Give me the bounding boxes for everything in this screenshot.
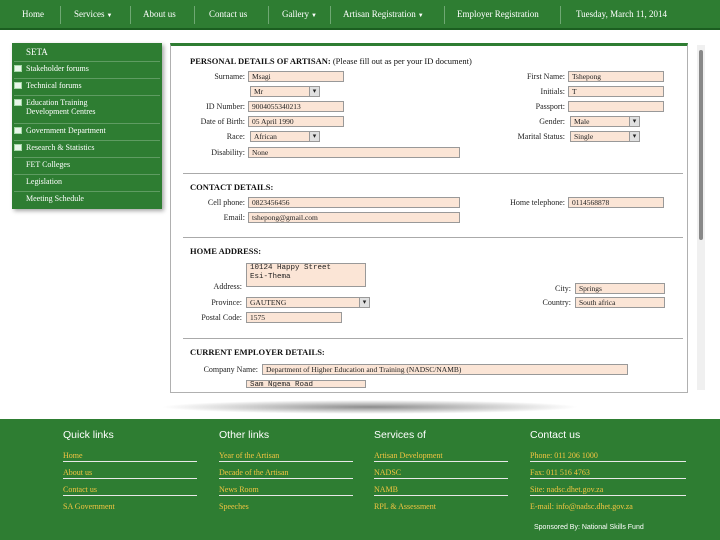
footer-link[interactable]: NAMB (374, 485, 508, 496)
nav-separator (194, 6, 195, 24)
footer-heading-quick-links: Quick links (63, 429, 114, 441)
footer-heading-contact-us: Contact us (530, 429, 581, 441)
sidebar (12, 43, 162, 209)
nav-artisan-registration-label: Artisan Registration (343, 9, 416, 19)
footer-heading-services: Services of (374, 429, 426, 441)
dob-field[interactable]: 05 April 1990 (248, 116, 344, 127)
footer-link[interactable]: E-mail: info@nadsc.dhet.gov.za (530, 502, 633, 511)
sidebar-item-fet-colleges[interactable] (14, 157, 160, 169)
sidebar-item-meeting-schedule[interactable] (14, 191, 160, 203)
employer-details-heading: CURRENT EMPLOYER DETAILS: (190, 347, 325, 357)
surname-field[interactable]: Msagi (248, 71, 344, 82)
footer-link[interactable]: Home (63, 451, 197, 462)
id-number-label: ID Number: (206, 102, 245, 111)
footer-link[interactable]: Contact us (63, 485, 197, 496)
nav-separator (268, 6, 269, 24)
nav-services[interactable] (74, 9, 112, 19)
country-field[interactable]: South africa (575, 297, 665, 308)
footer-link[interactable]: About us (63, 468, 197, 479)
footer-link[interactable]: SA Government (63, 502, 115, 511)
initials-field[interactable]: T (568, 86, 664, 97)
footer-link[interactable]: Phone: 011 206 1000 (530, 451, 686, 462)
address-textarea[interactable] (246, 263, 366, 287)
sidebar-item-label: Research & Statistics (26, 143, 95, 152)
email-label: Email: (223, 213, 245, 222)
nav-gallery[interactable] (282, 9, 317, 19)
document-icon (14, 65, 22, 72)
sidebar-title: SETA (26, 47, 48, 57)
nav-about-us[interactable]: About us (143, 9, 176, 19)
nav-separator (444, 6, 445, 24)
sidebar-item-label: FET Colleges (26, 160, 71, 169)
initials-label: Initials: (540, 87, 565, 96)
street-address-field[interactable]: Sam Ngema Road (246, 380, 366, 388)
document-icon (14, 144, 22, 151)
nav-gallery-label: Gallery (282, 9, 309, 19)
sponsor-text: Sponsored By: National Skills Fund (534, 524, 644, 531)
sidebar-item-label: Stakeholder forums (26, 64, 89, 73)
nav-separator (130, 6, 131, 24)
id-number-field[interactable]: 9004055340213 (248, 101, 344, 112)
nav-date: Tuesday, March 11, 2014 (576, 9, 667, 19)
nav-employer-registration[interactable]: Employer Registration (457, 9, 539, 19)
footer-link[interactable]: NADSC (374, 468, 508, 479)
sidebar-item-label: Government Department (26, 126, 106, 135)
surname-label: Surname: (214, 72, 245, 81)
first-name-field[interactable]: Tshepong (568, 71, 664, 82)
nav-separator (60, 6, 61, 24)
footer-link[interactable]: Fax: 011 516 4763 (530, 468, 686, 479)
email-field[interactable]: tshepong@gmail.com (248, 212, 460, 223)
top-navigation (0, 0, 720, 30)
company-name-field[interactable]: Department of Higher Education and Training (NADSC/NAMB) (262, 364, 628, 375)
document-icon (14, 127, 22, 134)
sidebar-item-label: Education Training (26, 98, 88, 107)
first-name-label: First Name: (527, 72, 565, 81)
dob-label: Date of Birth: (200, 117, 245, 126)
footer-link[interactable]: Year of the Artisan (219, 451, 353, 462)
marital-status-select[interactable]: Single ▾ (570, 131, 640, 142)
home-telephone-label: Home telephone: (510, 198, 565, 207)
sidebar-item-label: Meeting Schedule (26, 194, 84, 203)
nav-services-label: Services (74, 9, 105, 19)
gender-select[interactable]: Male ▾ (570, 116, 640, 127)
address-line-1: 10124 Happy Street (250, 264, 332, 272)
footer-heading-other-links: Other links (219, 429, 270, 441)
chevron-down-icon: ▼ (106, 13, 113, 19)
document-icon (14, 99, 22, 106)
footer-link[interactable]: News Room (219, 485, 353, 496)
footer-link[interactable]: Artisan Development (374, 451, 508, 462)
form-scrollbar-thumb[interactable] (699, 50, 703, 240)
panel-shadow (160, 400, 580, 414)
sidebar-item-stakeholder-forums[interactable] (14, 61, 160, 73)
section-divider (183, 338, 683, 339)
nav-contact-us[interactable]: Contact us (209, 9, 248, 19)
chevron-down-icon: ▼ (311, 13, 317, 19)
race-select[interactable]: African ▾ (250, 131, 320, 142)
disability-label: Disability: (211, 148, 245, 157)
section-divider (183, 173, 683, 174)
cell-phone-field[interactable]: 0823456456 (248, 197, 460, 208)
footer-link[interactable]: RPL & Assessment (374, 502, 436, 511)
address-label: Address: (213, 282, 242, 291)
personal-details-note: (Please fill out as per your ID document) (332, 56, 472, 66)
nav-separator (330, 6, 331, 24)
nav-artisan-registration[interactable] (343, 9, 424, 19)
footer-link[interactable]: Speeches (219, 502, 249, 511)
address-line-2: Esi-Thema (250, 273, 291, 281)
disability-field[interactable]: None (248, 147, 460, 158)
nav-separator (560, 6, 561, 24)
company-name-label: Company Name: (203, 365, 258, 374)
marital-status-label: Marital Status: (517, 132, 565, 141)
nav-home[interactable]: Home (22, 9, 44, 19)
sidebar-item-label: Legislation (26, 177, 62, 186)
footer-link[interactable]: Decade of the Artisan (219, 468, 353, 479)
passport-label: Passport: (535, 102, 565, 111)
sidebar-item-sublabel: Development Centres (26, 107, 96, 116)
sidebar-item-education-training[interactable] (14, 95, 160, 116)
title-select[interactable]: Mr ▾ (250, 86, 320, 97)
city-label: City: (554, 284, 571, 293)
province-select[interactable]: GAUTENG ▾ (246, 297, 370, 308)
sidebar-item-label: Technical forums (26, 81, 82, 90)
sidebar-item-technical-forums[interactable] (14, 78, 160, 90)
home-telephone-field[interactable]: 0114568878 (568, 197, 664, 208)
sidebar-item-legislation[interactable] (14, 174, 160, 186)
personal-details-heading (190, 56, 472, 66)
city-field[interactable]: Springs (575, 283, 665, 294)
passport-field[interactable] (568, 101, 664, 112)
race-label: Race: (226, 132, 245, 141)
gender-label: Gender: (539, 117, 565, 126)
footer-link[interactable]: Site: nadsc.dhet.gov.za (530, 485, 686, 496)
sidebar-item-government-department[interactable] (14, 123, 160, 135)
province-label: Province: (211, 298, 242, 307)
contact-details-heading: CONTACT DETAILS: (190, 182, 274, 192)
section-divider (183, 237, 683, 238)
document-icon (14, 82, 22, 89)
personal-details-title: PERSONAL DETAILS OF ARTISAN: (190, 56, 331, 66)
home-address-heading: HOME ADDRESS: (190, 246, 262, 256)
cell-phone-label: Cell phone: (207, 198, 245, 207)
country-label: Country: (542, 298, 571, 307)
chevron-down-icon: ▼ (417, 13, 424, 19)
postal-code-field[interactable]: 1575 (246, 312, 342, 323)
sidebar-item-research-statistics[interactable] (14, 140, 160, 152)
postal-code-label: Postal Code: (201, 313, 242, 322)
